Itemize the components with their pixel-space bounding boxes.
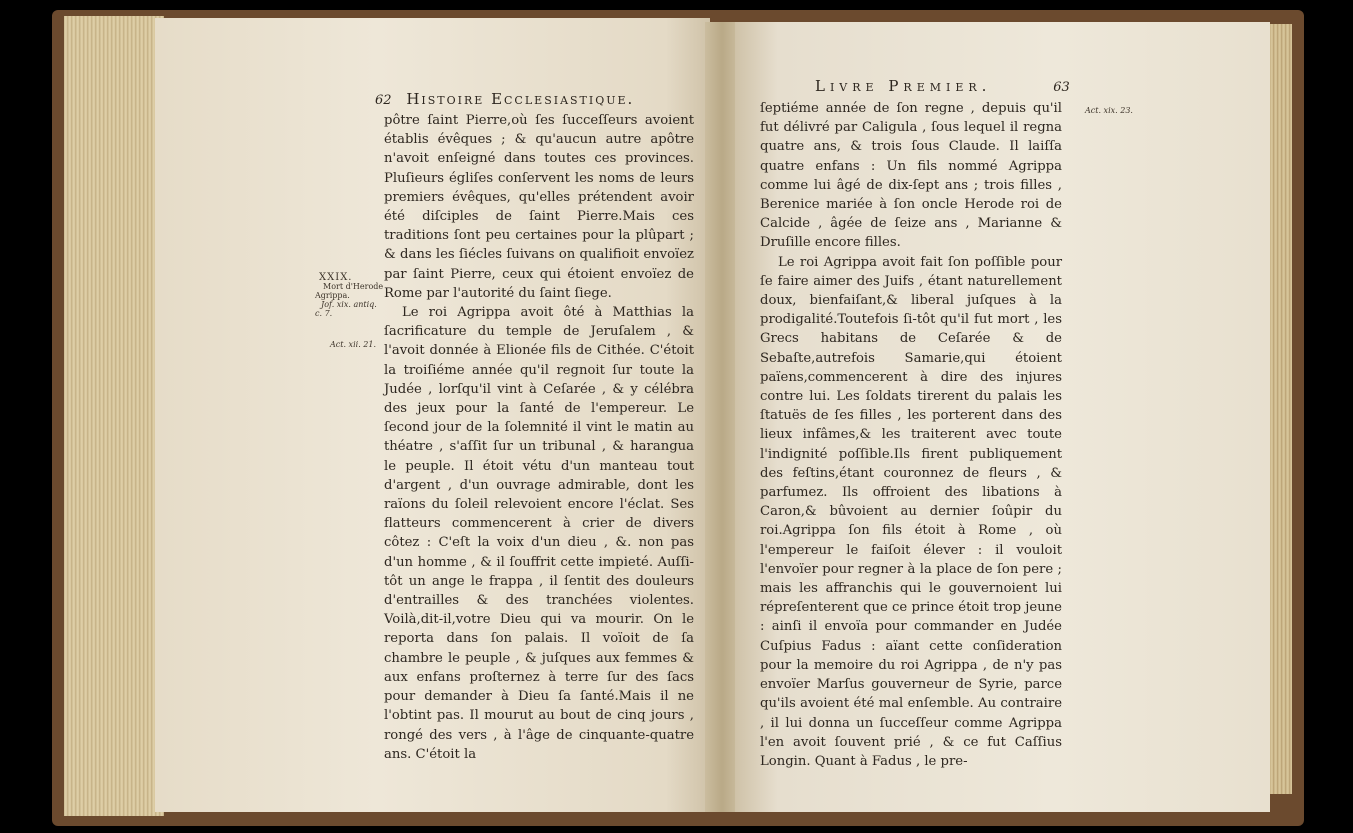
left-header <box>375 90 634 108</box>
left-paragraph-1: pôtre ſaint Pierre,où ſes ſucceſſeurs avoient établis évêques ; & qu'aucun autre apôtre n'avoit enſeigné dans toutes ces provinces. Pluſieurs égliſes conſervent les noms de leurs premiers évêques, qu'elles prétendent avoir été diſciples de ſaint Pierre.Mais ces traditions ſont peu certaines pour la plûpart ; & dans les ſiécles ſuivans on qualifioit envoïez par ſaint Pierre, ceux qui étoient envoïez de Rome par l'autorité du ſaint ſiege. <box>384 113 694 301</box>
left-margin-notes <box>315 273 383 318</box>
margin-reference-1: Jof. xix. antiq. <box>321 300 377 309</box>
right-paragraph-2: Le roi Agrippa avoit fait ſon poſſible pour ſe faire aimer des Juifs , étant naturellement doux, bienfaiſant,& liberal juſques à la prodigalité.Toutefois ſi-tôt qu'il fut mort , les Grecs habitans de Ceſarée & de Sebaſte,autrefois Samarie,qui étoient païens,commencerent à dire des injures contre lui. Les ſoldats tirerent du palais les ſtatuës de ſes filles , les porterent dans des lieux infâmes,& les traiterent avec toute l'indignité poſſible.Ils firent publiquement des feſtins,étant couronnez de fleurs , & parfumez. Ils offroient des libations à Caron,& bûvoient au dernier ſoûpir du roi.Agrippa ſon fils étoit à Rome , où l'empereur le faiſoit élever : il vouloit l'envoïer pour regner à la place de ſon pere ; mais les affranchis qui le gouvernoient lui répreſenterent que ce prince étoit trop jeune : ainſi il envoïa pour commander en Judée Cuſpius Fadus : aïant cette conſideration pour la memoire du roi Agrippa , de n'y pas envoïer Marſus gouverneur de Syrie, parce qu'ils avoient été mal enſemble. Au contraire , il lui donna un ſucceſſeur comme Agrippa l'en avoit ſouvent prié , & ce fut Caſſius Longin. Quant à Fadus , le pre- <box>760 254 1062 769</box>
left-body <box>384 111 694 764</box>
left-running-head: Histoire Ecclesiastique. <box>406 90 635 108</box>
margin-reference-3: Act. xii. 21. <box>330 340 376 349</box>
right-running-head: Livre Premier. <box>815 77 992 95</box>
right-page <box>735 22 1270 812</box>
left-paragraph-2: Le roi Agrippa avoit ôté à Matthias la ſacrificature du temple de Jeruſalem , & l'avoit donnée à Elionée fils de Cithée. C'étoit la troiſiéme année qu'il regnoit ſur toute la Judée , lorſqu'il vint à Ceſarée , & y célébra des jeux pour la ſanté de l'empereur. Le ſecond jour de la ſolemnité il vint le matin au théatre , s'aſſit ſur un tribunal , & harangua le peuple. Il étoit vétu d'un manteau tout d'argent , d'un ouvrage admirable, dont les raïons du ſoleil relevoient encore l'éclat. Ses flatteurs commencerent à crier de divers côtez : C'eſt la voix d'un dieu , &. non pas d'un homme , & il ſouffrit cette impieté. Auſſi-tôt un ange le frappa , il ſentit des douleurs d'entrailles & des tranchées violentes. Voilà,dit-il,votre Dieu qui va mourir. On le reporta dans ſon palais. Il voïoit de ſa chambre le peuple , & juſques aux femmes & aux enfans proſternez à terre ſur des ſacs pour demander à Dieu ſa ſanté.Mais il ne l'obtint pas. Il mourut au bout de cinq jours , rongé des vers , à l'âge de cinquante-quatre ans. C'étoit la <box>384 305 694 762</box>
book-gutter <box>705 22 739 812</box>
right-page-number: 63 <box>1053 80 1070 95</box>
page-edges-left <box>64 16 164 816</box>
margin-title-line-1: Mort d'Herode <box>323 282 384 291</box>
margin-section-number: XXIX. <box>319 272 353 283</box>
left-page <box>155 18 710 812</box>
margin-reference-2: c. 7. <box>315 309 333 318</box>
right-header <box>815 77 1070 95</box>
right-paragraph-1: ſeptiéme année de ſon regne , depuis qu'il fut délivré par Caligula , ſous lequel il regna quatre ans, & trois ſous Claude. Il laiſſa quatre enfans : Un fils nommé Agrippa comme lui âgé de dix-ſept ans ; trois filles , Berenice mariée à ſon oncle Herode roi de Calcide , âgée de ſeize ans , Marianne & Druſille encore filles. <box>760 101 1062 251</box>
right-body <box>760 99 1062 771</box>
left-page-number: 62 <box>375 93 392 108</box>
right-margin-reference: Act. xix. 23. <box>1085 106 1133 115</box>
margin-title-line-2: Agrippa. <box>315 291 350 300</box>
